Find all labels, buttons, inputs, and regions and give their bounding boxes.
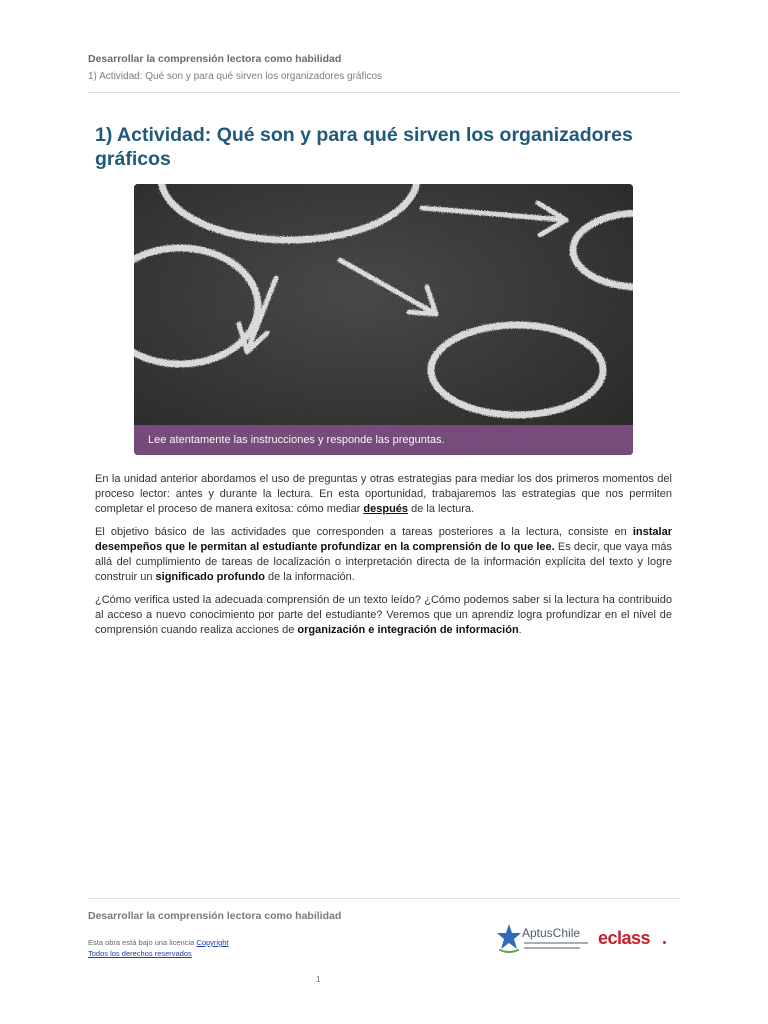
emphasis-text: organización e integración de información bbox=[297, 624, 519, 636]
aptus-star-icon bbox=[496, 922, 522, 954]
aptus-tagline-graphic bbox=[524, 942, 588, 944]
footer-rights bbox=[88, 949, 192, 958]
paragraph-text: En la unidad anterior abordamos el uso de preguntas y otras estrategias para mediar los dos primeros momentos del proceso lector: antes y durante la lectura. En esta oportunidad, trabajaremos las estrategias que nos permiten completar el proceso de manera exitosa: cómo mediar bbox=[95, 473, 672, 515]
footer-license bbox=[88, 938, 229, 947]
header-divider bbox=[88, 92, 680, 93]
copyright-link[interactable]: Copyright bbox=[196, 938, 229, 947]
paragraph-text: de la lectura. bbox=[408, 503, 475, 515]
eclass-logo-text: eclass bbox=[598, 928, 651, 948]
header-course-title: Desarrollar la comprensión lectora como habilidad bbox=[88, 53, 342, 65]
paragraph-text: El objetivo básico de las actividades que corresponden a tareas posteriores a la lectura, consiste en bbox=[95, 526, 633, 538]
rights-link[interactable]: Todos los derechos reservados bbox=[88, 949, 192, 958]
image-caption: Lee atentamente las instrucciones y responde las preguntas. bbox=[148, 434, 445, 446]
eclass-logo-dot bbox=[663, 941, 666, 944]
footer-divider bbox=[88, 898, 680, 899]
emphasis-text: instalar desempeños que le permitan al estudiante profundizar en la comprensión de lo que lee. bbox=[95, 526, 672, 553]
paragraph-text: de la información. bbox=[264, 571, 355, 583]
license-text: Esta obra está bajo una licencia bbox=[88, 938, 195, 947]
paragraph bbox=[95, 472, 672, 517]
emphasis-text: significado profundo bbox=[155, 571, 265, 583]
footer-course-title: Desarrollar la comprensión lectora como habilidad bbox=[88, 910, 342, 922]
paragraph-text: . bbox=[518, 624, 522, 636]
header-activity-title: 1) Actividad: Qué son y para qué sirven los organizadores gráficos bbox=[88, 71, 383, 82]
chalkboard-illustration bbox=[134, 184, 633, 455]
aptus-tagline-graphic bbox=[524, 947, 580, 949]
paragraph bbox=[95, 593, 672, 638]
page-number: 1 bbox=[316, 975, 321, 984]
paragraph-text: ¿Cómo verifica usted la adecuada comprensión de un texto leído? ¿Cómo podemos saber si la lectura ha contribuido al acceso a nuevo conocimiento por parte del estudiante? Veremos que un aprendiz logra profundizar en el nivel de comprensión cuando realiza acciones de bbox=[95, 594, 672, 636]
aptus-logo-text: AptusChile bbox=[522, 926, 581, 940]
paragraph bbox=[95, 525, 672, 585]
page-header bbox=[88, 51, 680, 85]
emphasis-text: después bbox=[363, 503, 409, 515]
chalkboard-diagram-image bbox=[134, 184, 633, 455]
body-text bbox=[95, 472, 672, 646]
page-title: 1) Actividad: Qué son y para qué sirven los organizadores gráficos bbox=[95, 124, 633, 170]
paragraph-text: Es decir, que vaya más allá del cumplimiento de tareas de localización o interpretación directa de la información explícita del texto y logre construir un bbox=[95, 541, 673, 583]
image-caption-band bbox=[134, 425, 633, 455]
